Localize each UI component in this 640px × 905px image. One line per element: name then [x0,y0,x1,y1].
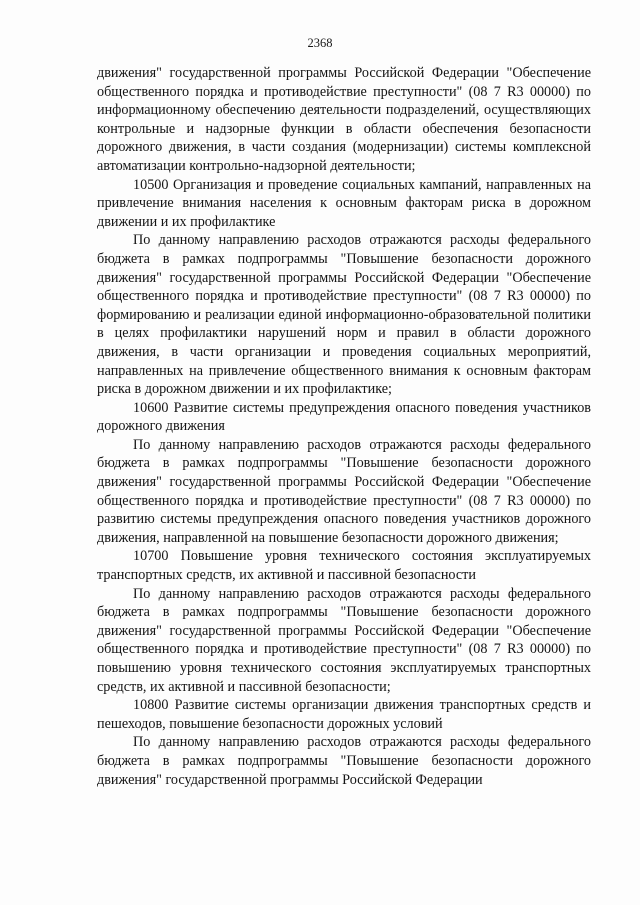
page-number: 2368 [307,36,333,50]
document-body [97,64,591,789]
paragraph-10700-description: По данному направлению расходов отражаются расходы федерального бюджета в рамках подпрограммы "Повышение безопасности дорожного движения" государственной программы Российской Федерации "Обеспечение общественного порядка и противодействие преступности" (08 7 R3 00000) по повышению уровня технического состояния эксплуатируемых транспортных средств, их активной и пассивной безопасности; [97,585,591,695]
paragraph-10800-description: По данному направлению расходов отражаются расходы федерального бюджета в рамках подпрограммы "Повышение безопасности дорожного движения" государственной программы Российской Федерации [97,734,591,788]
section-heading-10800: 10800 Развитие системы организации движения транспортных средств и пешеходов, повышение безопасности дорожных условий [97,697,591,732]
paragraph-continuation: движения" государственной программы Российской Федерации "Обеспечение общественного порядка и противодействие преступности" (08 7 R3 00000) по информационному обеспечению деятельности подразделений, осуществляющих контрольные и надзорные функции в области обеспечения безопасности дорожного движения, в части создания (модернизации) системы комплексной автоматизации контрольно-надзорной деятельности; [97,65,591,174]
section-heading-10500: 10500 Организация и проведение социальных кампаний, направленных на привлечение внимания населения к основным факторам риска в дорожном движении и их профилактике [97,176,591,230]
paragraph-10500-description: По данному направлению расходов отражаются расходы федерального бюджета в рамках подпрограммы "Повышение безопасности дорожного движения" государственной программы Российской Федерации "Обеспечение общественного порядка и противодействие преступности" (08 7 R3 00000) по формированию и реализации единой информационно-образовательной политики в целях профилактики нарушений норм и правил в области дорожного движения, в части организации и проведения социальных мероприятий, направленных на привлечение общественного внимания к основным факторам риска в дорожном движении и их профилактике; [97,232,591,398]
paragraph-10600-description: По данному направлению расходов отражаются расходы федерального бюджета в рамках подпрограммы "Повышение безопасности дорожного движения" государственной программы Российской Федерации "Обеспечение общественного порядка и противодействие преступности" (08 7 R3 00000) по развитию системы предупреждения опасного поведения участников дорожного движения, направленной на повышение безопасности дорожного движения; [97,436,591,546]
section-heading-10700: 10700 Повышение уровня технического состояния эксплуатируемых транспортных средств, их активной и пассивной безопасности [97,548,591,584]
section-heading-10600: 10600 Развитие системы предупреждения опасного поведения участников дорожного движения [97,399,591,435]
